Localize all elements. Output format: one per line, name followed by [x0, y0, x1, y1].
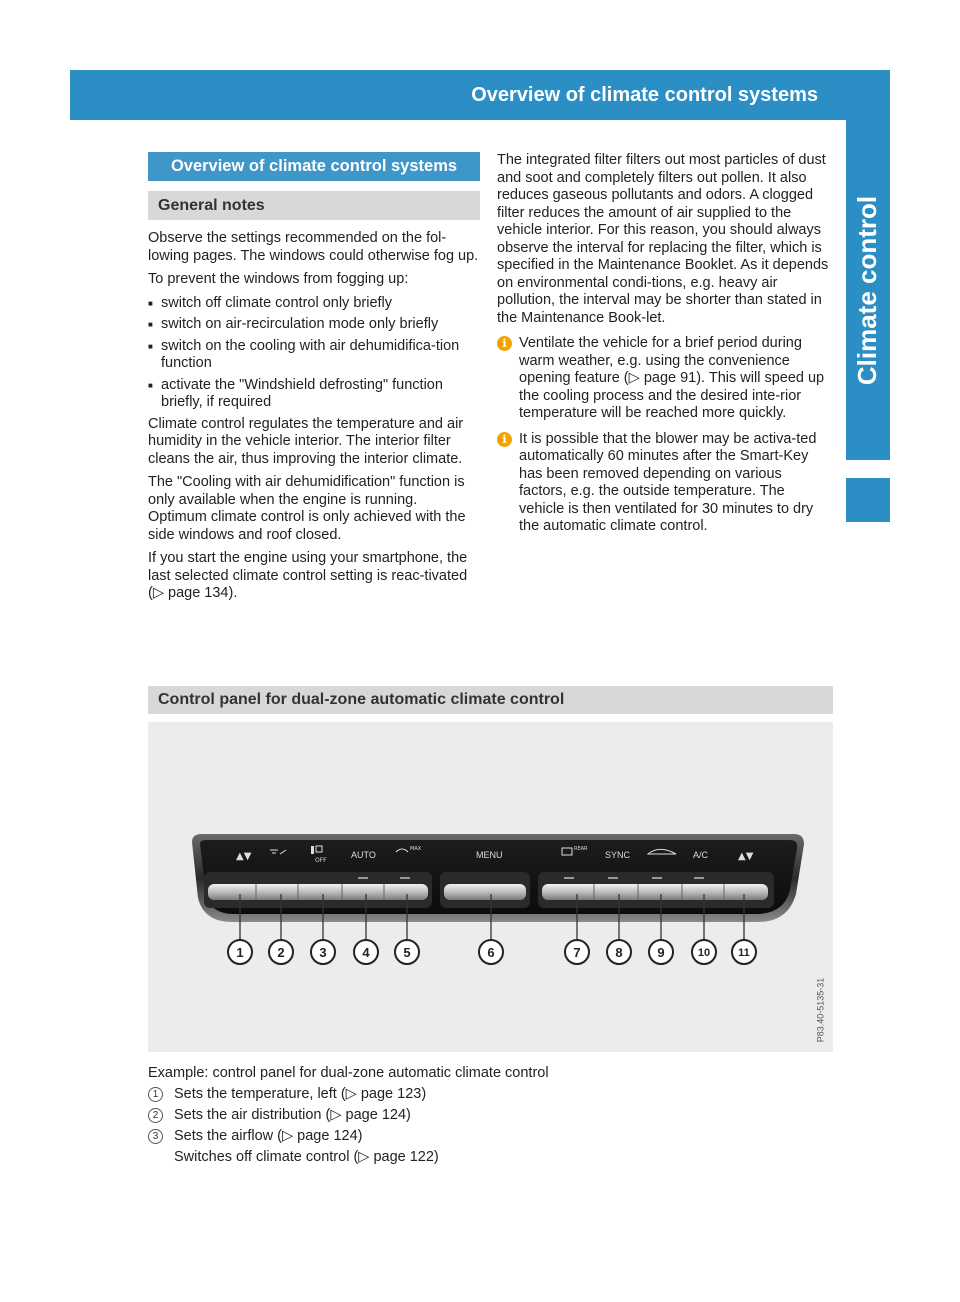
callout-11: [732, 940, 756, 964]
caption-item: [148, 1126, 748, 1147]
callout-2: [269, 940, 293, 964]
caption-text: Sets the airflow (▷ page 124): [174, 1128, 363, 1144]
temp-left-arrows-icon: ▲▼: [236, 851, 252, 862]
caption-text: Sets the temperature, left (▷ page 123): [174, 1086, 427, 1102]
figure-example-caption: Example: control panel for dual-zone automatic climate control: [148, 1065, 549, 1081]
note-text: It is possible that the blower may be activa-ted automatically 60 minutes after the Smart-Key has been removed depending on various factors, e.g. the outside temperature. The vehicle is then ventilated for 30 minutes to dry the automatic climate control.: [519, 430, 817, 534]
callout-number: 5: [403, 945, 411, 960]
sync-label: SYNC: [605, 850, 631, 860]
figure-code: P83.40-5135-31: [815, 977, 825, 1043]
list-item: ■ switch on air-recirculation mode only briefly: [148, 316, 480, 334]
fan-off-label: OFF: [315, 857, 327, 864]
caption-text: Switches off climate control (▷ page 122): [174, 1149, 439, 1165]
callout-number: 9: [657, 945, 665, 960]
paragraph: Observe the settings recommended on the fol-lowing pages. The windows could otherwise fog up.: [148, 230, 479, 264]
info-note: [497, 335, 833, 423]
callout-number: 6: [487, 945, 495, 960]
callout-number: 4: [362, 945, 370, 960]
paragraph: Climate control regulates the temperature and air humidity in the vehicle interior. The interior filter cleans the air, thus improving the interior climate.: [148, 415, 464, 467]
control-panel-heading: Control panel for dual-zone automatic climate control: [148, 686, 833, 714]
callout-number: 8: [615, 945, 623, 960]
callout-number: 10: [697, 947, 711, 959]
list-item: ■ switch off climate control only briefly: [148, 295, 480, 313]
paragraph: The integrated filter filters out most particles of dust and soot and completely filters out pollen. It also reduces gaseous pollutants and odors. A clogged filter reduces the amount of air supplied to the vehicle interior. For this reason, you should always observe the interval for replacing the filter, which is specified in the Maintenance Booklet. As it depends on environmental condi-tions, e.g. heavy air pollution, the interval may be shorter than stated in the Maintenance Book-let.: [497, 152, 829, 326]
callout-5: [395, 940, 419, 964]
auto-label: AUTO: [351, 850, 376, 860]
callout-6: [479, 940, 503, 964]
callout-8: [607, 940, 631, 964]
callout-number: 3: [319, 945, 327, 960]
callout-4: [354, 940, 378, 964]
paragraph: The "Cooling with air dehumidification" function is only available when the engine is running. Optimum climate control is only achieved with the side windows and roof closed.: [148, 474, 466, 543]
callout-7: [565, 940, 589, 964]
left-roller-cluster: [204, 872, 432, 908]
callout-number: 1: [236, 945, 244, 960]
caption-text: Sets the air distribution (▷ page 124): [174, 1107, 411, 1123]
control-panel-illustration: [148, 722, 833, 1052]
caption-item: [148, 1084, 748, 1105]
figure-captions: [148, 1063, 748, 1168]
caption-item: [148, 1105, 748, 1126]
callout-number: 11: [738, 947, 750, 959]
caption-number: 1: [148, 1087, 163, 1102]
note-text: Ventilate the vehicle for a brief period during warm weather, e.g. using the convenience opening feature (▷ page 91). This will speed up the cooling process and the desired inte-rior temperature will be reached more quickly.: [519, 335, 825, 421]
chapter-marker: [846, 478, 890, 522]
callout-1: [228, 940, 252, 964]
control-panel-figure: [148, 722, 833, 1052]
paragraph: If you start the engine using your smartphone, the last selected climate control setting is reac-tivated (▷ page 134).: [148, 550, 468, 601]
caption-item-extra: [148, 1147, 748, 1168]
callout-number: 2: [277, 945, 285, 960]
menu-label: MENU: [476, 850, 503, 860]
general-notes-heading: General notes: [148, 191, 480, 220]
callout-number: 7: [573, 945, 581, 960]
header-title: Overview of climate control systems: [471, 84, 818, 106]
caption-number: 3: [148, 1129, 163, 1144]
callout-10: [692, 940, 716, 964]
chapter-tab-label: Climate control: [852, 195, 883, 385]
figure-code-wrap: [812, 970, 828, 1050]
info-note: [497, 431, 833, 536]
section-heading: Overview of climate control systems: [148, 152, 480, 181]
callout-9: [649, 940, 673, 964]
paragraph: To prevent the windows from fogging up:: [148, 271, 409, 287]
list-item: ■ activate the "Windshield defrosting" function briefly, if required: [148, 377, 480, 412]
menu-roller: [440, 872, 530, 908]
caption-number: 2: [148, 1108, 163, 1123]
info-icon: i: [497, 336, 512, 351]
page-header: [70, 70, 946, 120]
fogging-list: [148, 295, 480, 412]
defrost-max-label: MAX: [410, 846, 422, 852]
rear-defrost-label: REAR: [574, 846, 588, 852]
callout-3: [311, 940, 335, 964]
temp-right-arrows-icon: ▲▼: [738, 851, 754, 862]
left-column: [148, 152, 480, 609]
chapter-tab-label-wrap: [846, 120, 890, 460]
ac-label: A/C: [693, 850, 709, 860]
right-column: [497, 152, 833, 542]
right-roller-cluster: [538, 872, 774, 908]
list-item: ■ switch on the cooling with air dehumidifica-tion function: [148, 338, 480, 373]
page-number: 119: [915, 84, 946, 105]
info-icon: i: [497, 432, 512, 447]
